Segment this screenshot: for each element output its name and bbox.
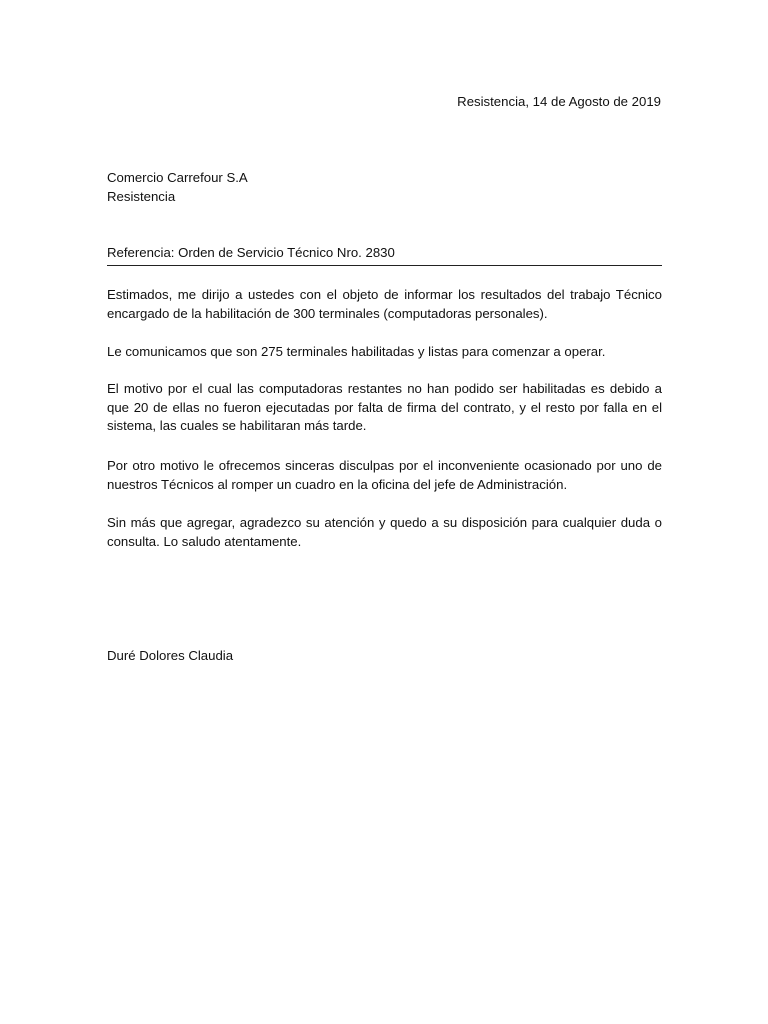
recipient-name: Comercio Carrefour S.A	[107, 170, 248, 185]
body-paragraph: Estimados, me dirijo a ustedes con el objeto de informar los resultados del trabajo Técnico encargado de la habilitación de 300 terminales (computadoras personales).	[107, 287, 662, 321]
body-paragraph: Le comunicamos que son 275 terminales habilitadas y listas para comenzar a operar.	[107, 344, 606, 359]
recipient-block	[107, 169, 248, 206]
letter-date: Resistencia, 14 de Agosto de 2019	[457, 94, 661, 109]
body-paragraph: El motivo por el cual las computadoras restantes no han podido ser habilitadas es debido a que 20 de ellas no fueron ejecutadas por falta de firma del contrato, y el resto por falla en el sistema, las cuales se habilitaran más tarde.	[107, 381, 662, 433]
body-paragraph: Sin más que agregar, agradezco su atención y quedo a su disposición para cualquier duda o consulta. Lo saludo atentamente.	[107, 515, 662, 549]
recipient-city: Resistencia	[107, 188, 176, 204]
body-paragraph: Por otro motivo le ofrecemos sinceras disculpas por el inconveniente ocasionado por uno de nuestros Técnicos al romper un cuadro en la oficina del jefe de Administración.	[107, 458, 662, 492]
signature-name: Duré Dolores Claudia	[107, 648, 234, 663]
reference-line: Referencia: Orden de Servicio Técnico Nro. 2830	[107, 244, 662, 266]
